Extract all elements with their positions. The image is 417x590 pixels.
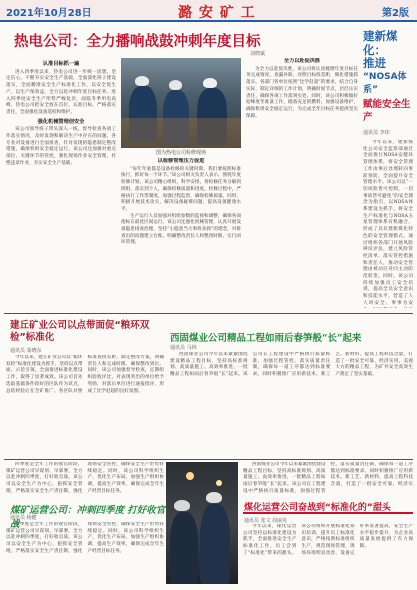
subhead-1: 认准目标抓一遍 [42,61,80,67]
sidebar-paragraph: 今年以来，建新煤化公司安全监察部通过全面推行NOSA安健环管理体系，将安全管理工作由事后处理转向事前预防，全面提升安全管理水平。该公司以“一切风险皆可控制，一切事故皆可避免”的安全理念为指引，以NOSA体系建设为抓手，将安全生产标准化与NOSA五星管理体系有机融合，形成了具有建新煤化特色的安全管理模式。通过组织各部门开展风险辨识评估，建立风险管控清单，落实管控措施和责任人，推动安全管理由被动应对向主动防范转变。同时，该公司持续加强员工安全培训，提高全员安全意识和技能水平，营造了人人讲安全、事事为安 [363,140,413,306]
section-divider-2 [4,459,413,460]
coal2-paragraph-top: 西固煤业公司今年以来紧紧围绕建设精品工程目标，坚持高标准规划、高质量施工、高效率推进，一批精品工程如雨后春笋般“长”起来。该公司在工程建设中严格执行质量标准，加强过程管控，落实质量责任制，确保每一道工序都达到标准要求。同时积极推广应用新技术、新工艺、新材料，提高工程科技含量，打造了一批安全可靠、经济实 [243,462,413,494]
main-headline: 热电公司：全力播响战鼓冲刺年度目标 [14,34,261,50]
fine-article [170,352,413,455]
sidebar-headline-line-2: 推进 [363,56,386,70]
photo-caption: 图为热电公司检修现场 [155,150,206,156]
grain-byline: 通讯员 秦晓东 [10,348,42,354]
sidebar-article [363,140,413,308]
section-divider-1 [4,313,413,314]
grain-paragraph: 今年以来，建丘矿业公司以“粮环双检”标准化建设为抓手，坚持以点带面、示范引领，全面推进标准化建设工作，取得了显著成效。该公司首先选取基础条件较好的区队作为试点，总结经验后在全矿推广。各区队对照标准查找差距，制定整改方案，明确责任人和完成时限，确保整改到位。同时，该公司加强督导检查，定期组织验收评比，对表现突出的单位给予奖励，对落后单位进行通报批评，形成了比学赶超的良好氛围。 [6,355,164,394]
coal-article-top [6,462,164,500]
coal-article-bottom [6,522,164,586]
grain-headline: 建丘矿业公司以点带面促“粮环双检”标准化 [10,320,150,343]
page-number: 第2版 [382,8,409,19]
subhead-2: 以检修管理压力促进 [157,158,205,164]
main-article-column-2 [121,158,241,310]
sidebar-headline-line-3: “NOSA体系” [363,71,407,95]
maintenance-photo [121,58,241,148]
sidebar-headline-line-1: 建新煤化： [363,29,398,57]
main-byline: 刘晓斌 [250,51,266,57]
coal2-byline: 通讯员 张文 周丽英 [244,518,288,524]
fine-headline: 西固煤业公司精品工程如雨后春笋般“长”起来 [170,333,362,344]
coal-paragraph-2: 四季度是全年工作的收官阶段，煤矿运营公司早谋划、早部署，全力以赴冲刺四季度，打好收官战。该公司以安全生产为中心，狠抓安全管理，严格落实安全生产责任制，强化现场安全管控，确保安全生产形势持续稳定。同时，该公司科学组织生产，优化生产布局，加强生产组织协调，提高生产效率，确保完成全年生产经营目标任务。 [6,522,164,554]
main-article-column-1 [6,60,116,310]
main-paragraph-2: “每年年底都是设备检修的关键时期，我们要按照标准执行，抓好每一个环节。”该公司相关负责人表示。围绕年度检修计划，该公司精心组织，科学安排，将检修任务分解到班组、落实到个人，确保检修质量和进度。检修过程中，严格执行工作票制度，加强过程监督，确保检修质量。同时，积极开展技术攻关，解决设备疑难问题，提高设备健康水平。 [121,166,241,212]
newspaper-header [0,0,417,22]
sidebar-headline [363,30,415,136]
sidebar-byline: 通讯员 李玮 [363,129,390,136]
main-paragraph-3: 为全力以赴促决胜，该公司将认真梳理年度目标任务完成情况，查漏补缺，对照目标找差距，细化措施抓落实。各部门各单位按照“比学赶超”的要求，结合自身实际，制定详细的工作计划，明确时间节点，层层压实责任，确保各项工作落到实处。同时，该公司积极做好迎峰度冬准备工作，储备充足的燃料，加强设备维护，确保机组安全稳定运行，为完成全年目标任务提供坚实保障。 [246,66,358,119]
fine-paragraph: 西固煤业公司今年以来紧紧围绕建设精品工程目标，坚持高标准规划、高质量施工、高效率推进，一批精品工程如雨后春笋般“长”起来。该公司在工程建设中严格执行质量标准，加强过程管控，落实质量责任制，确保每一道工序都达到标准要求。同时积极推广应用新技术、新工艺、新材料，提高工程科技含量，打造了一批安全可靠、经济实用、美观大方的精品工程，为矿井安全高效生产奠定了坚实基础。 [170,352,413,378]
coal2-article-top [243,462,413,498]
subhead-3: 强化机械管理创安全 [37,118,85,125]
miners-photo [166,462,238,584]
coal-byline: 通讯员 杨健 [10,515,37,521]
masthead: 潞 安 矿 工 [178,5,256,21]
main-paragraph-1: 进入四季度以来，热电公司进一步统一思想、坚定信心、不断夯实安全生产基础，全面深化班子建设落实，全面精准安全生产标准化工作，以安全促生产，以生产保效益，全力以赴冲刺年度目标任务。进入四季度安全生产形势严峻复杂，面临冬季用电高峰，热电公司把安全放在首位，认准目标，严格落实责任，全面强化设备巡检和维护。 [6,69,116,115]
main-paragraph-2b: 生产运行人员加强对机组参数的监视和调整，确保各项指标在最优区间运行。该公司还强化机械管理，认真开展设备隐患排查治理，坚持“小隐患当大事故来抓”的理念，对排查出的问题建立台账，明确整改责任人和整改时限，实行闭环管理。 [121,213,241,246]
coal-paragraph: 四季度是全年工作的收官阶段，煤矿运营公司早谋划、早部署，全力以赴冲刺四季度，打好收官战。该公司以安全生产为中心，狠抓安全管理，严格落实安全生产责任制，强化现场安全管控，确保安全生产形势持续稳定。同时，该公司科学组织生产，优化生产布局，加强生产组织协调，提高生产效率，确保完成全年生产经营目标任务。 [6,462,164,494]
main-paragraph-1b: 该公司领导班子带头深入一线，督导检查各项工作落实情况，及时发现和解决生产中存在的问题。各专业对设备进行全面排查，针对发现的隐患制定整改措施，确保机组安全稳定运行。该公司还加强对重点部位、关键环节的管控，强化现场作业安全管理，杜绝违章作业，夯实安全生产基础。 [6,127,116,166]
coal2-paragraph: 今年以来，煤化运营公司坚持以标准化建设为抓手，全面推进安全生产标准化工作，员工尝到了“标准化”带来的甜头。该公司组织开展标准化知识培训，提升员工标准化意识，严格按照标准组织生产，规范现场管理，现场环境明显改善，设备完好率显著提高，安全生产水平稳步提升，为企业高质量发展提供了有力保障。 [243,524,413,556]
coal-headline: 煤矿运营公司：冲刺四季度 打好收官战 [10,505,166,530]
main-article-column-3 [246,58,358,310]
fine-byline: 通讯员 马林 [170,345,197,351]
sidebar-headline-line-4: 赋能安全生产 [363,98,411,123]
grain-article [6,355,164,455]
coal2-headline: 煤化运营公司奋战到“标准化的”甜头 [244,503,391,513]
subhead-4: 全力以赴促决胜 [283,58,321,64]
coal2-article [243,524,413,586]
issue-date: 2021年10月28日 [6,8,92,19]
